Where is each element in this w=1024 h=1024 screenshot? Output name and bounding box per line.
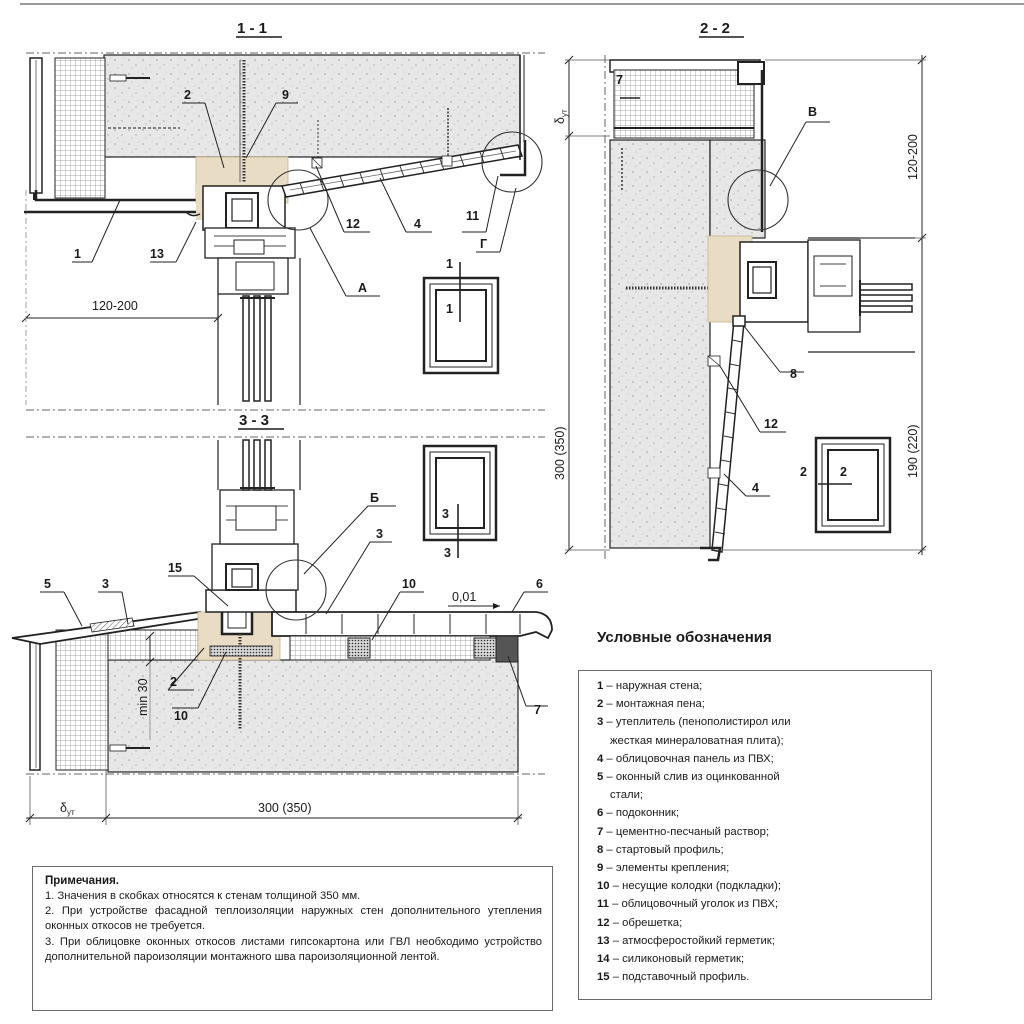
callout-7-s22: 7	[616, 73, 623, 87]
callout-11-s11: 11	[466, 209, 480, 223]
callout-5-s33: 5	[44, 577, 51, 591]
thumb-label-2-mid: 2	[840, 465, 847, 479]
callout-10-s33-bottom: 10	[174, 709, 188, 723]
legend-item-text: – утеплитель (пенополистирол или	[603, 716, 791, 729]
callout-8-s22: 8	[790, 367, 797, 381]
notes-title: Примечания.	[45, 875, 119, 887]
section-2-2-key-thumbnail	[816, 438, 890, 532]
legend-item-12	[597, 914, 931, 932]
legend-item-number: 4	[597, 752, 604, 765]
legend-item-number: 13	[597, 934, 610, 947]
legend-item-3	[597, 713, 931, 749]
section-1-1-key-thumbnail	[424, 262, 498, 373]
callout-3-s33-right: 3	[376, 527, 383, 541]
legend-item-text: – стартовый профиль;	[603, 843, 724, 856]
legend-item-number: 10	[597, 880, 610, 893]
legend-title: Условные обозначения	[597, 629, 772, 646]
legend-item-text: – монтажная пена;	[603, 698, 705, 711]
legend-item-11	[597, 895, 931, 913]
legend-item-number: 15	[597, 971, 610, 984]
legend-item-15	[597, 968, 931, 986]
legend	[578, 670, 932, 1000]
legend-item-text: – обрешетка;	[609, 916, 683, 929]
legend-item-5	[597, 768, 931, 804]
note-2: 2. При устройстве фасадной теплоизоляции наружных стен дополнительного утепления оконных откосов не требуется.	[45, 905, 542, 933]
callout-15-s33: 15	[168, 561, 182, 575]
callout-13-s11: 13	[150, 247, 164, 261]
legend-item-text: – подоконник;	[603, 807, 680, 820]
dim-delta-s22: $\delta_{ут}$	[553, 109, 569, 124]
legend-item-number: 3	[597, 716, 604, 729]
legend-item-text: – облицовочная панель из ПВХ;	[603, 752, 774, 765]
legend-item-8	[597, 841, 931, 859]
section-title-2-2: 2 - 2	[700, 20, 731, 37]
legend-item-number: 1	[597, 680, 604, 692]
legend-item-10	[597, 877, 931, 895]
dim-slope: 0,01	[452, 590, 477, 604]
legend-item-text-continued: стали;	[610, 789, 644, 802]
dim-min30-s33: min 30	[136, 678, 150, 716]
thumb-label-2-left: 2	[800, 465, 807, 479]
section-1-1	[22, 53, 545, 410]
dim-190-220-s22: 190 (220)	[906, 424, 920, 478]
legend-item-number: 8	[597, 843, 604, 856]
callout-4-s11: 4	[414, 217, 421, 231]
callout-2-s33: 2	[170, 675, 177, 689]
legend-item-text: – цементно-песчаный раствор;	[603, 825, 770, 838]
dim-300-350-s22: 300 (350)	[553, 426, 567, 480]
legend-item-13	[597, 932, 931, 950]
notes	[32, 866, 553, 1011]
thumb-label-3-bottom: 3	[444, 546, 451, 560]
detail-letter-v: В	[808, 105, 818, 119]
legend-item-14	[597, 950, 931, 968]
callout-9-s11: 9	[282, 88, 289, 102]
thumb-label-3-mid: 3	[442, 507, 449, 521]
legend-item-number: 9	[597, 862, 604, 875]
legend-item-number: 12	[597, 916, 610, 929]
legend-item-number: 6	[597, 807, 604, 820]
legend-item-text: – элементы крепления;	[603, 862, 730, 875]
callout-7-s33: 7	[534, 703, 541, 717]
legend-item-text: – оконный слив из оцинкованной	[603, 771, 780, 784]
legend-item-number: 7	[597, 825, 604, 838]
legend-item-number: 11	[597, 898, 609, 911]
dim-delta-s33: $\delta_{ут}$	[60, 801, 75, 817]
callout-10-s33-top: 10	[402, 577, 416, 591]
note-3: 3. При облицовке оконных откосов листами гипсокартона или ГВЛ необходимо устройство дополнительной пароизоляции монтажного шва пароизоляционной лентой.	[45, 935, 542, 963]
thumb-label-1-top: 1	[446, 257, 453, 271]
dim-300-350-s33: 300 (350)	[258, 801, 312, 815]
callout-12-s22: 12	[764, 417, 778, 431]
legend-item-1	[597, 677, 931, 695]
legend-item-number: 14	[597, 953, 610, 966]
section-3-3-key-thumbnail	[424, 446, 496, 558]
legend-item-text: – облицовочный уголок из ПВХ;	[608, 898, 778, 911]
legend-item-7	[597, 823, 931, 841]
section-3-3	[12, 437, 552, 825]
callout-12-s11: 12	[346, 217, 360, 231]
legend-item-4	[597, 750, 931, 768]
detail-letter-g: Г	[480, 237, 488, 251]
notes-list	[45, 889, 542, 965]
callout-2-s11: 2	[184, 88, 191, 102]
legend-item-2	[597, 695, 931, 713]
legend-item-6	[597, 804, 931, 822]
legend-item-text: – подставочный профиль.	[609, 971, 750, 984]
detail-letter-a: А	[358, 281, 368, 295]
dim-120-200-s11: 120-200	[92, 299, 138, 313]
callout-6-s33: 6	[536, 577, 543, 591]
section-title-1-1: 1 - 1	[237, 20, 268, 37]
dim-120-200-s22: 120-200	[906, 134, 920, 180]
thumb-label-1-mid: 1	[446, 302, 453, 316]
legend-item-9	[597, 859, 931, 877]
legend-item-text: – наружная стена;	[603, 680, 703, 692]
callout-1-s11: 1	[74, 247, 81, 261]
note-1: 1. Значения в скобках относятся к стенам толщиной 350 мм.	[45, 890, 361, 902]
legend-item-number: 5	[597, 771, 604, 784]
section-title-3-3: 3 - 3	[239, 412, 270, 429]
legend-item-text: – атмосферостойкий герметик;	[609, 934, 775, 947]
legend-item-text: – силиконовый герметик;	[609, 953, 745, 966]
section-2-2	[565, 55, 926, 560]
callout-4-s22: 4	[752, 481, 759, 495]
detail-letter-b: Б	[370, 491, 379, 505]
legend-item-text: – несущие колодки (подкладки);	[609, 880, 782, 893]
legend-item-number: 2	[597, 698, 604, 711]
legend-item-text-continued: жесткая минераловатная плита);	[610, 734, 784, 747]
callout-3-s33-left: 3	[102, 577, 109, 591]
